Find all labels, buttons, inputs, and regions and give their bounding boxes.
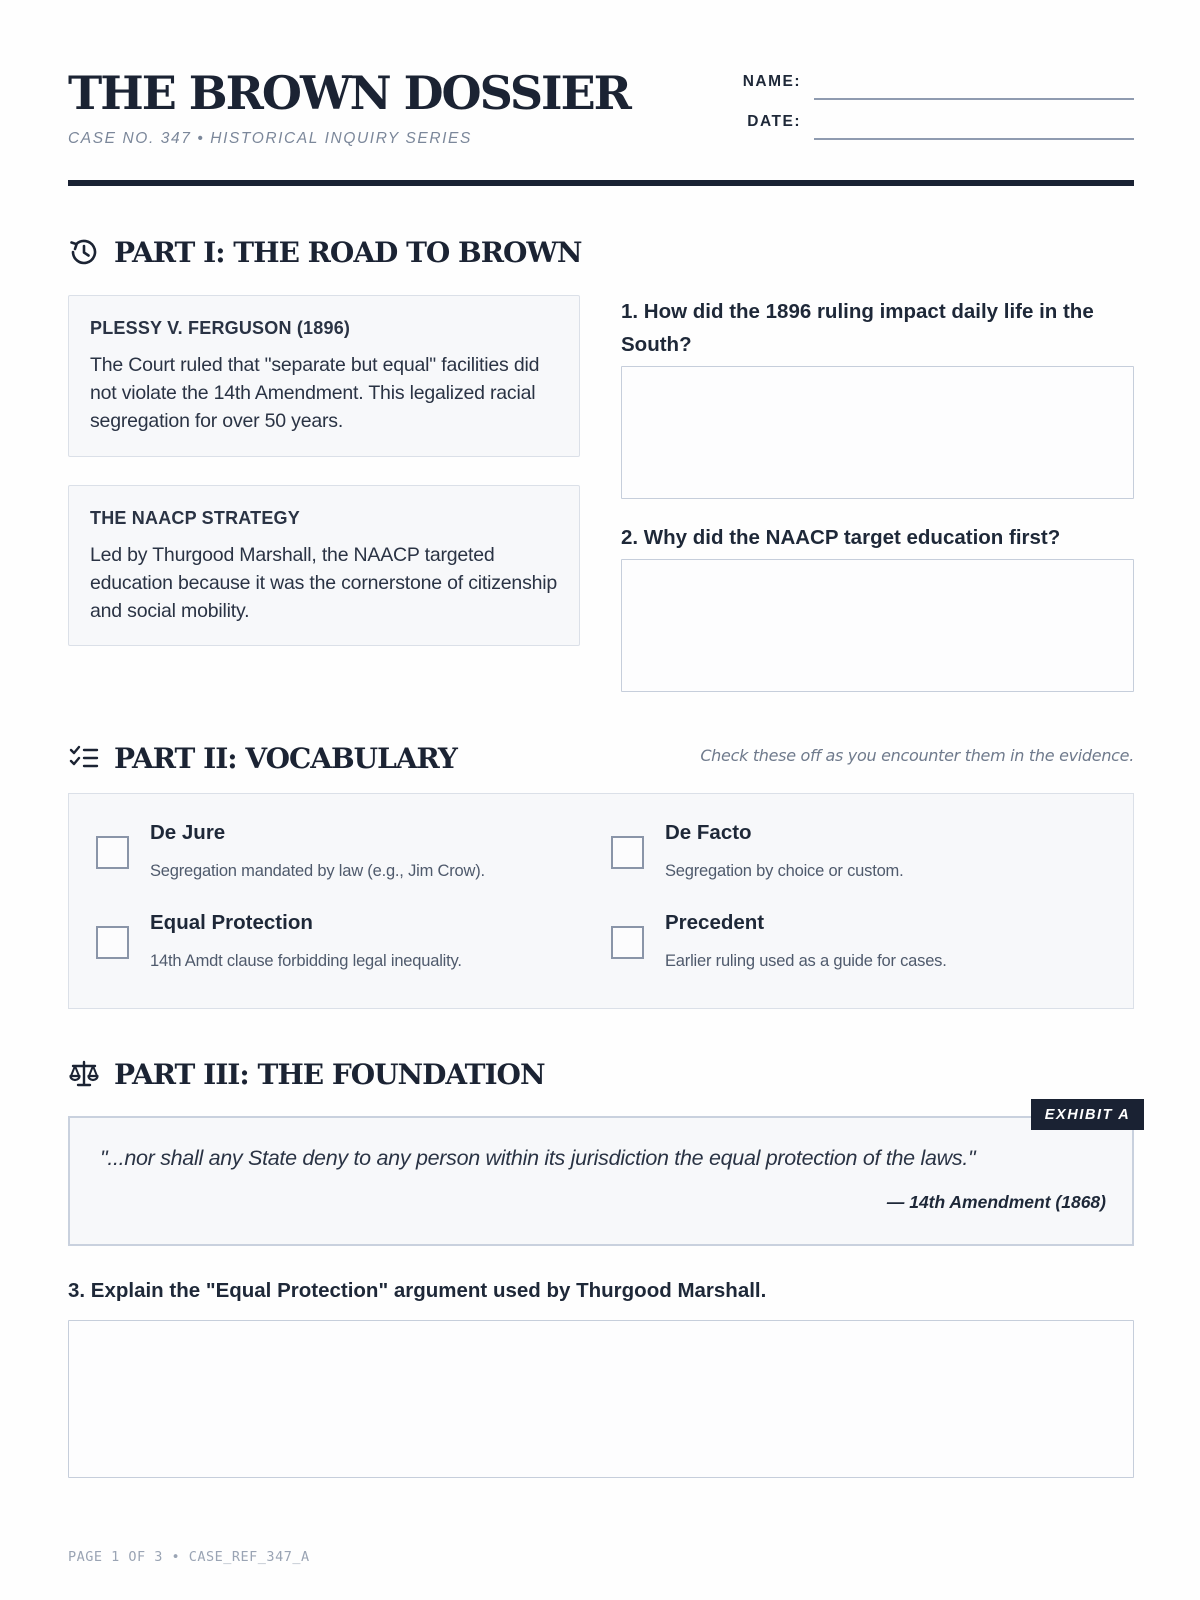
vocab-definition: Earlier ruling used as a guide for cases. (665, 952, 947, 970)
vocab-term: Precedent (665, 911, 765, 934)
date-field[interactable] (814, 138, 1134, 140)
part2-heading (68, 738, 457, 778)
vocab-item-equal-protection (96, 911, 576, 991)
vocab-definition: Segregation by choice or custom. (665, 862, 904, 880)
exhibit-box (68, 1116, 1134, 1246)
part3-title: PART III: THE FOUNDATION (114, 1057, 545, 1091)
name-label: NAME: (742, 73, 801, 90)
info-box-title: PLESSY V. FERGUSON (1896) (90, 318, 351, 338)
question-2: 2. Why did the NAACP target education first? (621, 526, 1061, 549)
plessy-info-box (68, 295, 580, 457)
vocab-checkbox[interactable] (96, 836, 129, 869)
exhibit-tag: EXHIBIT A (1031, 1099, 1144, 1130)
page-subtitle: CASE NO. 347 • HISTORICAL INQUIRY SERIES (68, 130, 472, 147)
vocab-checkbox[interactable] (611, 926, 644, 959)
page-footer: PAGE 1 OF 3 • CASE_REF_347_A (68, 1549, 310, 1565)
info-box-body: The Court ruled that "separate but equal" facilities did not violate the 14th Amendment. This legalized racial segregation for over 50 years. (90, 354, 540, 432)
history-icon (68, 236, 100, 268)
vocab-item-precedent (611, 911, 1091, 991)
part1-heading (68, 232, 581, 272)
vocab-term: Equal Protection (150, 911, 313, 934)
vocab-panel (68, 793, 1134, 1009)
page-title: THE BROWN DOSSIER (68, 66, 630, 120)
answer-box-1[interactable] (621, 366, 1134, 499)
info-box-body: Led by Thurgood Marshall, the NAACP targeted education because it was the cornerstone of citizenship and social mobility. (90, 544, 558, 622)
part2-title: PART II: VOCABULARY (114, 741, 457, 775)
scales-icon (68, 1058, 100, 1090)
vocab-checkbox[interactable] (611, 836, 644, 869)
info-box-title: THE NAACP STRATEGY (90, 508, 300, 528)
answer-box-3[interactable] (68, 1320, 1134, 1478)
checklist-icon (68, 742, 100, 774)
answer-box-2[interactable] (621, 559, 1134, 692)
vocab-term: De Facto (665, 821, 752, 844)
date-label: DATE: (747, 113, 801, 130)
vocab-checkbox[interactable] (96, 926, 129, 959)
part3-heading (68, 1054, 545, 1094)
vocab-instruction: Check these off as you encounter them in the evidence. (700, 746, 1134, 765)
question-1: 1. How did the 1896 ruling impact daily life in the South? (621, 300, 1094, 356)
vocab-term: De Jure (150, 821, 226, 844)
exhibit-citation: — 14th Amendment (1868) (886, 1192, 1106, 1212)
part1-title: PART I: THE ROAD TO BROWN (114, 235, 582, 269)
question-3: 3. Explain the "Equal Protection" argument used by Thurgood Marshall. (68, 1279, 767, 1302)
exhibit-quote: "...nor shall any State deny to any person within its jurisdiction the equal protection of the laws." (100, 1146, 976, 1170)
name-field[interactable] (814, 98, 1134, 100)
naacp-info-box (68, 485, 580, 646)
header-divider (68, 180, 1134, 186)
vocab-item-de-facto (611, 821, 1091, 901)
vocab-item-de-jure (96, 821, 576, 901)
vocab-definition: Segregation mandated by law (e.g., Jim Crow). (150, 862, 485, 880)
vocab-definition: 14th Amdt clause forbidding legal inequality. (150, 952, 462, 970)
